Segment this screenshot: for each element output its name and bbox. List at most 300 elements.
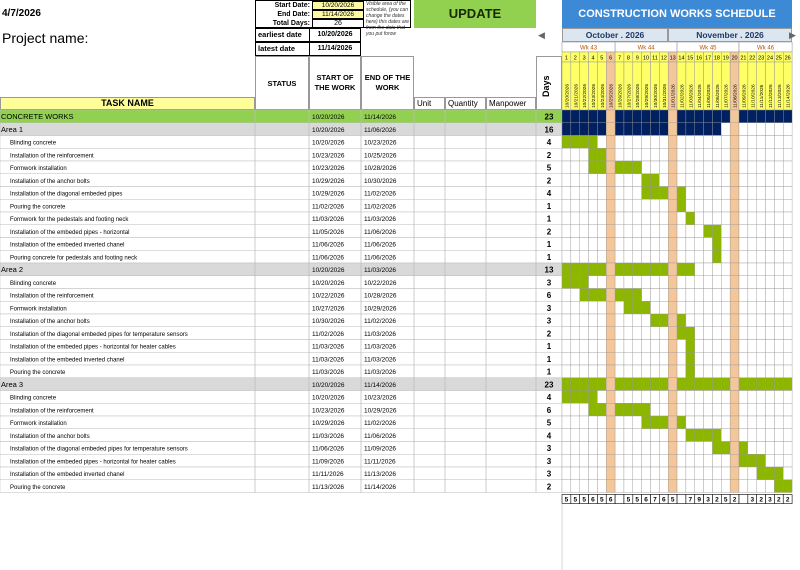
gantt-cell bbox=[571, 365, 580, 378]
gantt-cell bbox=[642, 199, 651, 212]
gantt-cell bbox=[668, 212, 677, 225]
gantt-cell bbox=[677, 276, 686, 289]
gantt-cell bbox=[739, 365, 748, 378]
week-label: Wk 44 bbox=[637, 45, 655, 52]
task-days: 3 bbox=[546, 444, 552, 453]
gantt-cell bbox=[766, 276, 775, 289]
gantt-cell bbox=[721, 110, 730, 123]
gantt-cell bbox=[721, 123, 730, 136]
gantt-cell bbox=[668, 276, 677, 289]
gantt-cell bbox=[571, 403, 580, 416]
task-end-date: 11/03/2026 bbox=[364, 343, 397, 351]
task-start-date: 11/13/2026 bbox=[312, 483, 345, 491]
footer-count: 5 bbox=[573, 496, 578, 504]
gantt-cell bbox=[783, 416, 792, 429]
gantt-cell bbox=[695, 314, 704, 327]
gantt-cell bbox=[651, 212, 660, 225]
gantt-cell bbox=[783, 442, 792, 455]
task-name: Area 3 bbox=[1, 379, 24, 389]
gantt-cell bbox=[712, 250, 721, 263]
gantt-cell bbox=[597, 263, 606, 276]
gantt-cell bbox=[677, 123, 686, 136]
task-name: Blinding concrete bbox=[10, 395, 57, 402]
gantt-cell bbox=[730, 161, 739, 174]
date-label: 11/01/2026 bbox=[671, 84, 677, 108]
gantt-cell bbox=[597, 289, 606, 302]
task-end-date: 10/29/2026 bbox=[364, 407, 397, 415]
gantt-cell bbox=[615, 187, 624, 200]
gantt-cell bbox=[712, 467, 721, 480]
gantt-cell bbox=[730, 416, 739, 429]
gantt-cell bbox=[633, 403, 642, 416]
gantt-cell bbox=[633, 199, 642, 212]
gantt-cell bbox=[589, 289, 598, 302]
gantt-cell bbox=[659, 467, 668, 480]
gantt-cell bbox=[739, 378, 748, 391]
gantt-cell bbox=[774, 480, 783, 493]
gantt-cell bbox=[730, 314, 739, 327]
gantt-cell bbox=[589, 263, 598, 276]
gantt-cell bbox=[624, 225, 633, 238]
task-end-date: 10/23/2026 bbox=[364, 139, 397, 147]
gantt-cell bbox=[651, 378, 660, 391]
task-grid bbox=[0, 42, 800, 570]
gantt-cell bbox=[686, 225, 695, 238]
gantt-cell bbox=[597, 174, 606, 187]
gantt-cell bbox=[589, 416, 598, 429]
gantt-cell bbox=[704, 352, 713, 365]
gantt-cell bbox=[712, 110, 721, 123]
gantt-cell bbox=[783, 314, 792, 327]
gantt-cell bbox=[624, 289, 633, 302]
footer-count: 5 bbox=[635, 496, 640, 504]
task-name: Blinding concrete bbox=[10, 140, 57, 147]
gantt-cell bbox=[589, 365, 598, 378]
gantt-cell bbox=[651, 467, 660, 480]
gantt-cell bbox=[757, 340, 766, 353]
gantt-cell bbox=[668, 110, 677, 123]
gantt-cell bbox=[721, 225, 730, 238]
gantt-cell bbox=[748, 289, 757, 302]
task-days: 16 bbox=[544, 125, 554, 135]
gantt-cell bbox=[642, 263, 651, 276]
task-start-date: 10/20/2026 bbox=[312, 114, 345, 121]
day-number: 3 bbox=[582, 55, 586, 62]
gantt-cell bbox=[774, 352, 783, 365]
task-days: 1 bbox=[546, 354, 552, 364]
gantt-cell bbox=[721, 148, 730, 161]
gantt-cell bbox=[730, 480, 739, 493]
gantt-cell bbox=[580, 263, 589, 276]
gantt-cell bbox=[606, 136, 615, 149]
gantt-cell bbox=[748, 314, 757, 327]
gantt-cell bbox=[615, 238, 624, 251]
gantt-cell bbox=[686, 136, 695, 149]
task-name: Pouring the concrete bbox=[10, 370, 66, 376]
table-row bbox=[0, 276, 562, 289]
gantt-cell bbox=[704, 403, 713, 416]
table-row bbox=[0, 123, 562, 136]
gantt-cell bbox=[580, 340, 589, 353]
gantt-cell bbox=[651, 263, 660, 276]
gantt-cell bbox=[739, 391, 748, 404]
gantt-cell bbox=[757, 403, 766, 416]
gantt-cell bbox=[659, 110, 668, 123]
gantt-cell bbox=[695, 301, 704, 314]
gantt-cell bbox=[589, 212, 598, 225]
gantt-cell bbox=[580, 442, 589, 455]
day-number: 2 bbox=[573, 55, 577, 62]
gantt-cell bbox=[748, 199, 757, 212]
gantt-cell bbox=[774, 314, 783, 327]
gantt-cell bbox=[757, 454, 766, 467]
gantt-cell bbox=[562, 403, 571, 416]
gantt-cell bbox=[659, 161, 668, 174]
footer-count: 3 bbox=[706, 496, 710, 504]
gantt-cell bbox=[721, 199, 730, 212]
gantt-cell bbox=[571, 480, 580, 493]
gantt-cell bbox=[668, 263, 677, 276]
gantt-cell bbox=[757, 212, 766, 225]
gantt-cell bbox=[730, 327, 739, 340]
gantt-cell bbox=[783, 123, 792, 136]
gantt-cell bbox=[704, 238, 713, 251]
gantt-cell bbox=[757, 391, 766, 404]
gantt-cell bbox=[739, 340, 748, 353]
task-name: Pouring concrete for pedestals and footing neck bbox=[10, 255, 138, 262]
footer-count: 3 bbox=[768, 496, 772, 504]
gantt-cell bbox=[642, 276, 651, 289]
task-end-date: 11/09/2026 bbox=[364, 445, 397, 453]
gantt-cell bbox=[659, 340, 668, 353]
gantt-cell bbox=[783, 161, 792, 174]
gantt-cell bbox=[659, 174, 668, 187]
gantt-cell bbox=[757, 301, 766, 314]
gantt-cell bbox=[695, 110, 704, 123]
task-end-date: 11/02/2026 bbox=[364, 420, 397, 427]
gantt-cell bbox=[668, 365, 677, 378]
gantt-cell bbox=[783, 136, 792, 149]
gantt-cell bbox=[606, 365, 615, 378]
gantt-cell bbox=[774, 429, 783, 442]
gantt-cell bbox=[562, 391, 571, 404]
gantt-cell bbox=[624, 352, 633, 365]
gantt-cell bbox=[677, 403, 686, 416]
gantt-cell bbox=[730, 301, 739, 314]
gantt-cell bbox=[730, 110, 739, 123]
task-end-date: 10/25/2026 bbox=[364, 152, 397, 160]
gantt-cell bbox=[739, 250, 748, 263]
task-days: 13 bbox=[544, 265, 554, 275]
gantt-cell bbox=[597, 403, 606, 416]
gantt-cell bbox=[651, 199, 660, 212]
gantt-cell bbox=[668, 442, 677, 455]
gantt-cell bbox=[704, 148, 713, 161]
end-date-value[interactable]: 11/14/2026 bbox=[312, 10, 364, 19]
gantt-cell bbox=[712, 199, 721, 212]
gantt-cell bbox=[712, 429, 721, 442]
task-days: 4 bbox=[546, 393, 552, 402]
task-name: Installation of the embeded inverted chanel bbox=[10, 357, 125, 364]
gantt-cell bbox=[774, 123, 783, 136]
gantt-cell bbox=[739, 454, 748, 467]
gantt-cell bbox=[624, 467, 633, 480]
gantt-cell bbox=[774, 263, 783, 276]
task-start-date: 10/27/2026 bbox=[312, 305, 345, 313]
task-end-date: 11/02/2026 bbox=[364, 203, 397, 211]
gantt-cell bbox=[695, 238, 704, 251]
gantt-cell bbox=[615, 110, 624, 123]
date-label: 10/29/2026 bbox=[645, 83, 651, 108]
gantt-cell bbox=[704, 467, 713, 480]
gantt-cell bbox=[757, 416, 766, 429]
gantt-cell bbox=[766, 429, 775, 442]
gantt-cell bbox=[695, 148, 704, 161]
task-start-date: 11/06/2026 bbox=[312, 445, 345, 453]
gantt-cell bbox=[642, 327, 651, 340]
gantt-cell bbox=[615, 391, 624, 404]
task-name: Installation of the diagonal embeded pipes for temperature sensors bbox=[10, 331, 188, 338]
gantt-cell bbox=[757, 467, 766, 480]
gantt-cell bbox=[580, 161, 589, 174]
gantt-cell bbox=[651, 276, 660, 289]
task-start-date: 11/03/2026 bbox=[312, 356, 345, 364]
task-days: 6 bbox=[546, 405, 552, 415]
gantt-cell bbox=[757, 238, 766, 251]
gantt-cell bbox=[668, 314, 677, 327]
gantt-cell bbox=[739, 238, 748, 251]
gantt-cell bbox=[695, 276, 704, 289]
date-label: 11/12/2026 bbox=[768, 84, 774, 108]
gantt-cell bbox=[757, 314, 766, 327]
earliest-date-value: 10/20/2026 bbox=[309, 28, 361, 42]
gantt-cell bbox=[774, 148, 783, 161]
gantt-cell bbox=[774, 238, 783, 251]
footer-count: 5 bbox=[670, 496, 675, 504]
task-name: Area 1 bbox=[1, 124, 24, 134]
gantt-cell bbox=[571, 174, 580, 187]
gantt-cell bbox=[589, 276, 598, 289]
gantt-cell bbox=[712, 187, 721, 200]
task-days: 1 bbox=[546, 367, 552, 377]
gantt-cell bbox=[597, 136, 606, 149]
gantt-cell bbox=[677, 467, 686, 480]
gantt-cell bbox=[659, 212, 668, 225]
gantt-cell bbox=[712, 403, 721, 416]
task-start-date: 10/20/2026 bbox=[312, 139, 345, 147]
task-start-date: 11/03/2026 bbox=[312, 216, 345, 223]
scroll-right-icon[interactable]: ▶ bbox=[789, 30, 796, 40]
gantt-cell bbox=[633, 187, 642, 200]
task-name: Pouring the concrete bbox=[10, 204, 66, 211]
gantt-cell bbox=[783, 391, 792, 404]
footer-count: 6 bbox=[661, 496, 666, 504]
day-number: 26 bbox=[784, 55, 791, 62]
footer-count: 2 bbox=[715, 496, 719, 504]
gantt-cell bbox=[668, 187, 677, 200]
task-end-date: 11/06/2026 bbox=[364, 241, 397, 249]
gantt-cell bbox=[633, 480, 642, 493]
gantt-cell bbox=[730, 187, 739, 200]
gantt-cell bbox=[624, 187, 633, 200]
gantt-cell bbox=[668, 403, 677, 416]
gantt-cell bbox=[757, 250, 766, 263]
gantt-cell bbox=[642, 238, 651, 251]
gantt-cell bbox=[606, 442, 615, 455]
gantt-cell bbox=[571, 212, 580, 225]
gantt-cell bbox=[783, 250, 792, 263]
gantt-cell bbox=[739, 123, 748, 136]
gantt-cell bbox=[597, 212, 606, 225]
gantt-cell bbox=[783, 212, 792, 225]
gantt-cell bbox=[748, 161, 757, 174]
gantt-cell bbox=[721, 161, 730, 174]
latest-date-value: 11/14/2026 bbox=[309, 42, 361, 56]
gantt-cell bbox=[695, 250, 704, 263]
gantt-cell bbox=[748, 403, 757, 416]
gantt-cell bbox=[562, 301, 571, 314]
gantt-cell bbox=[783, 454, 792, 467]
gantt-cell bbox=[642, 429, 651, 442]
date-label: 11/08/2026 bbox=[733, 84, 739, 108]
gantt-cell bbox=[774, 454, 783, 467]
task-start-date: 11/06/2026 bbox=[312, 254, 345, 262]
gantt-cell bbox=[783, 238, 792, 251]
task-start-date: 10/20/2026 bbox=[312, 394, 345, 402]
gantt-cell bbox=[571, 454, 580, 467]
gantt-cell bbox=[589, 136, 598, 149]
gantt-cell bbox=[757, 123, 766, 136]
gantt-cell bbox=[712, 212, 721, 225]
gantt-cell bbox=[589, 314, 598, 327]
gantt-cell bbox=[562, 250, 571, 263]
task-name: Installation of the anchor bolts bbox=[10, 433, 90, 440]
gantt-cell bbox=[774, 136, 783, 149]
gantt-cell bbox=[757, 480, 766, 493]
date-label: 11/07/2026 bbox=[724, 84, 730, 108]
gantt-cell bbox=[757, 289, 766, 302]
date-label: 11/02/2026 bbox=[680, 84, 686, 108]
gantt-cell bbox=[659, 289, 668, 302]
gantt-cell bbox=[571, 250, 580, 263]
task-end-date: 11/03/2026 bbox=[364, 356, 397, 364]
gantt-cell bbox=[721, 467, 730, 480]
gantt-cell bbox=[757, 263, 766, 276]
gantt-cell bbox=[615, 174, 624, 187]
footer-count: 9 bbox=[697, 496, 701, 504]
gantt-cell bbox=[597, 467, 606, 480]
gantt-cell bbox=[783, 276, 792, 289]
gantt-cell bbox=[704, 123, 713, 136]
current-date: 4/7/2026 bbox=[2, 8, 41, 19]
gantt-cell bbox=[748, 136, 757, 149]
gantt-cell bbox=[642, 289, 651, 302]
gantt-cell bbox=[686, 340, 695, 353]
gantt-cell bbox=[633, 391, 642, 404]
task-name: Installation of the embeded pipes - horizontal for heater cables bbox=[10, 459, 176, 466]
task-days: 4 bbox=[546, 189, 552, 198]
gantt-cell bbox=[624, 429, 633, 442]
gantt-cell bbox=[589, 238, 598, 251]
total-days-value: 26 bbox=[312, 19, 364, 28]
gantt-cell bbox=[615, 161, 624, 174]
gantt-cell bbox=[757, 161, 766, 174]
gantt-cell bbox=[589, 161, 598, 174]
gantt-cell bbox=[677, 480, 686, 493]
gantt-cell bbox=[766, 314, 775, 327]
gantt-cell bbox=[730, 442, 739, 455]
gantt-cell bbox=[686, 403, 695, 416]
gantt-cell bbox=[642, 161, 651, 174]
gantt-cell bbox=[651, 136, 660, 149]
gantt-cell bbox=[651, 480, 660, 493]
gantt-cell bbox=[642, 250, 651, 263]
gantt-cell bbox=[642, 148, 651, 161]
gantt-cell bbox=[651, 454, 660, 467]
gantt-cell bbox=[571, 110, 580, 123]
task-end-date: 11/13/2026 bbox=[364, 471, 397, 478]
gantt-cell bbox=[721, 289, 730, 302]
table-row bbox=[0, 110, 562, 123]
gantt-cell bbox=[686, 365, 695, 378]
gantt-cell bbox=[712, 365, 721, 378]
scroll-left-icon[interactable]: ◀ bbox=[538, 30, 545, 40]
start-date-value[interactable]: 10/20/2026 bbox=[312, 1, 364, 10]
gantt-cell bbox=[659, 250, 668, 263]
gantt-cell bbox=[633, 110, 642, 123]
gantt-cell bbox=[589, 391, 598, 404]
gantt-cell bbox=[774, 340, 783, 353]
day-number: 15 bbox=[687, 55, 694, 62]
gantt-cell bbox=[615, 442, 624, 455]
task-end-date: 10/23/2026 bbox=[364, 394, 397, 402]
gantt-cell bbox=[668, 429, 677, 442]
gantt-cell bbox=[739, 429, 748, 442]
gantt-cell bbox=[712, 352, 721, 365]
gantt-cell bbox=[624, 391, 633, 404]
gantt-cell bbox=[739, 148, 748, 161]
gantt-cell bbox=[730, 340, 739, 353]
gantt-cell bbox=[651, 442, 660, 455]
gantt-cell bbox=[571, 199, 580, 212]
gantt-cell bbox=[615, 314, 624, 327]
gantt-cell bbox=[757, 378, 766, 391]
gantt-cell bbox=[571, 340, 580, 353]
footer-count: 5 bbox=[564, 496, 569, 504]
update-button[interactable]: UPDATE bbox=[414, 0, 536, 28]
task-end-date: 11/06/2026 bbox=[364, 126, 397, 134]
gantt-cell bbox=[730, 136, 739, 149]
gantt-cell bbox=[677, 225, 686, 238]
gantt-cell bbox=[677, 391, 686, 404]
gantt-cell bbox=[757, 187, 766, 200]
footer-count: 7 bbox=[688, 496, 693, 504]
gantt-cell bbox=[739, 289, 748, 302]
gantt-cell bbox=[695, 429, 704, 442]
gantt-cell bbox=[668, 136, 677, 149]
gantt-cell bbox=[597, 391, 606, 404]
gantt-cell bbox=[695, 174, 704, 187]
project-name-label: Project name: bbox=[2, 30, 89, 46]
day-number: 6 bbox=[609, 55, 613, 62]
gantt-cell bbox=[704, 110, 713, 123]
gantt-cell bbox=[659, 403, 668, 416]
gantt-cell bbox=[721, 250, 730, 263]
gantt-cell bbox=[633, 327, 642, 340]
gantt-cell bbox=[766, 403, 775, 416]
gantt-cell bbox=[721, 238, 730, 251]
task-start-date: 11/02/2026 bbox=[312, 203, 345, 211]
